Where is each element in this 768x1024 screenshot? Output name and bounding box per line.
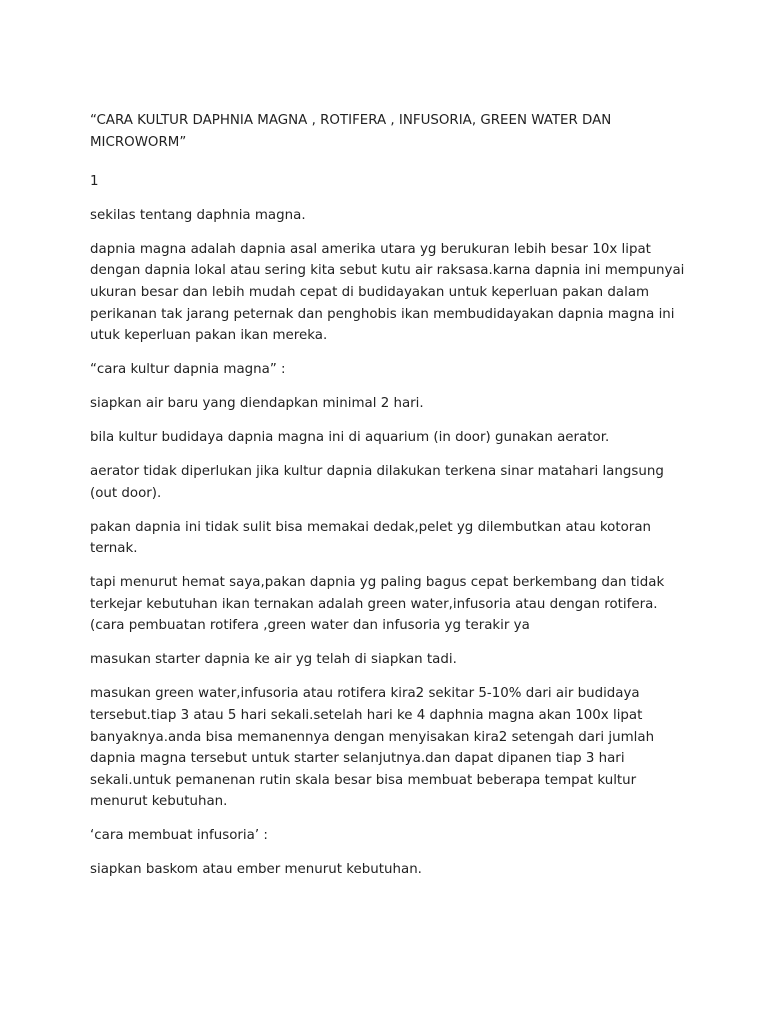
paragraph-infusoria-step: siapkan baskom atau ember menurut kebutuhan. xyxy=(90,862,422,878)
paragraph-culture-heading: “cara kultur dapnia magna” : xyxy=(90,362,286,378)
paragraph-daphnia-description: dapnia magna adalah dapnia asal amerika utara yg berukuran lebih besar 10x lipat dengan dapnia lokal atau sering kita sebut kutu air raksasa.karna dapnia ini mempunyai ukuran besar dan lebih mudah cepat di budidayakan untuk keperluan pakan dalam perikanan tak jarang peternak dan penghobis ikan membudidayakan dapnia magna ini utuk keperluan pakan ikan mereka. xyxy=(90,241,685,344)
paragraph-infusoria-heading: ‘cara membuat infusoria’ : xyxy=(90,828,268,844)
paragraph-intro-heading: sekilas tentang daphnia magna. xyxy=(90,207,306,223)
paragraph-step-aerator: bila kultur budidaya dapnia magna ini di aquarium (in door) gunakan aerator. xyxy=(90,430,610,446)
paragraph-best-feed: tapi menurut hemat saya,pakan dapnia yg paling bagus cepat berkembang dan tidak terkejar kebutuhan ikan ternakan adalah green water,infusoria atau dengan rotifera.(cara pembuatan rotifera ,green water dan infusoria yg terakir ya xyxy=(90,575,665,634)
paragraph-step-starter: masukan starter dapnia ke air yg telah di siapkan tadi. xyxy=(90,652,457,668)
paragraph-step-outdoor: aerator tidak diperlukan jika kultur dapnia dilakukan terkena sinar matahari langsung (out door). xyxy=(90,464,664,501)
paragraph-step-harvest: masukan green water,infusoria atau rotifera kira2 sekitar 5-10% dari air budidaya tersebut.tiap 3 atau 5 hari sekali.setelah hari ke 4 daphnia magna akan 100x lipat banyaknya.anda bisa memanennya dengan menyisakan kira2 setengah dari jumlah dapnia magna tersebut untuk starter selanjutnya.dan dapat dipanen tiap 3 hari sekali.untuk pemanenan rutin skala besar bisa membuat beberapa tempat kultur menurut kebutuhan. xyxy=(90,686,655,810)
paragraph-step-feed: pakan dapnia ini tidak sulit bisa memakai dedak,pelet yg dilembutkan atau kotoran ternak. xyxy=(90,519,652,557)
paragraph-step-water: siapkan air baru yang diendapkan minimal 2 hari. xyxy=(90,396,424,412)
document-body xyxy=(90,110,690,893)
document-title: “CARA KULTUR DAPHNIA MAGNA , ROTIFERA , INFUSORIA, GREEN WATER DAN MICROWORM” xyxy=(90,113,612,150)
section-number: 1 xyxy=(90,174,99,190)
